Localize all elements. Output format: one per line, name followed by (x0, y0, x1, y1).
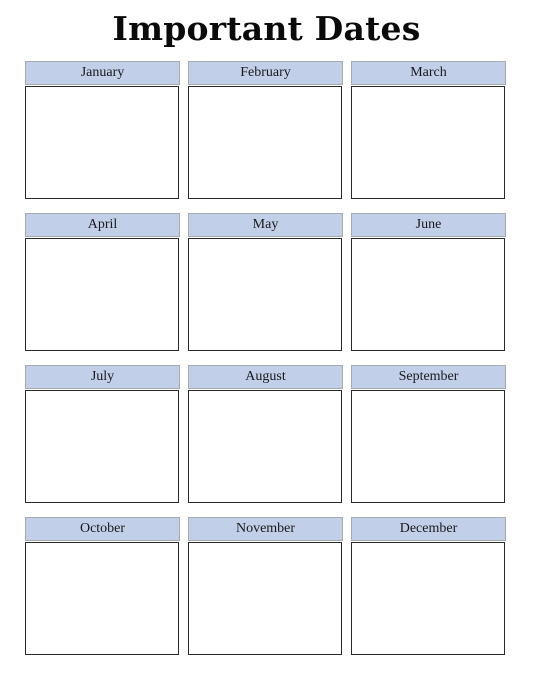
month-header-march: March (351, 61, 506, 85)
page-title: Important Dates (112, 9, 421, 48)
month-february (188, 61, 343, 200)
month-header-november: November (188, 517, 343, 541)
month-august (188, 365, 343, 504)
month-box-august[interactable] (188, 390, 342, 503)
month-november (188, 517, 343, 656)
month-december (351, 517, 506, 656)
month-box-april[interactable] (25, 238, 179, 351)
month-header-september: September (351, 365, 506, 389)
month-header-august: August (188, 365, 343, 389)
month-box-october[interactable] (25, 542, 179, 655)
month-box-december[interactable] (351, 542, 505, 655)
month-header-july: July (25, 365, 180, 389)
month-july (25, 365, 180, 504)
month-april (25, 213, 180, 352)
month-september (351, 365, 506, 504)
month-box-july[interactable] (25, 390, 179, 503)
month-box-march[interactable] (351, 86, 505, 199)
month-header-october: October (25, 517, 180, 541)
month-box-january[interactable] (25, 86, 179, 199)
month-october (25, 517, 180, 656)
month-may (188, 213, 343, 352)
month-header-january: January (25, 61, 180, 85)
month-box-may[interactable] (188, 238, 342, 351)
month-january (25, 61, 180, 200)
month-header-april: April (25, 213, 180, 237)
month-header-june: June (351, 213, 506, 237)
month-box-june[interactable] (351, 238, 505, 351)
month-box-november[interactable] (188, 542, 342, 655)
month-header-february: February (188, 61, 343, 85)
month-grid (25, 61, 506, 656)
month-june (351, 213, 506, 352)
month-header-december: December (351, 517, 506, 541)
month-box-september[interactable] (351, 390, 505, 503)
month-box-february[interactable] (188, 86, 342, 199)
month-march (351, 61, 506, 200)
month-header-may: May (188, 213, 343, 237)
